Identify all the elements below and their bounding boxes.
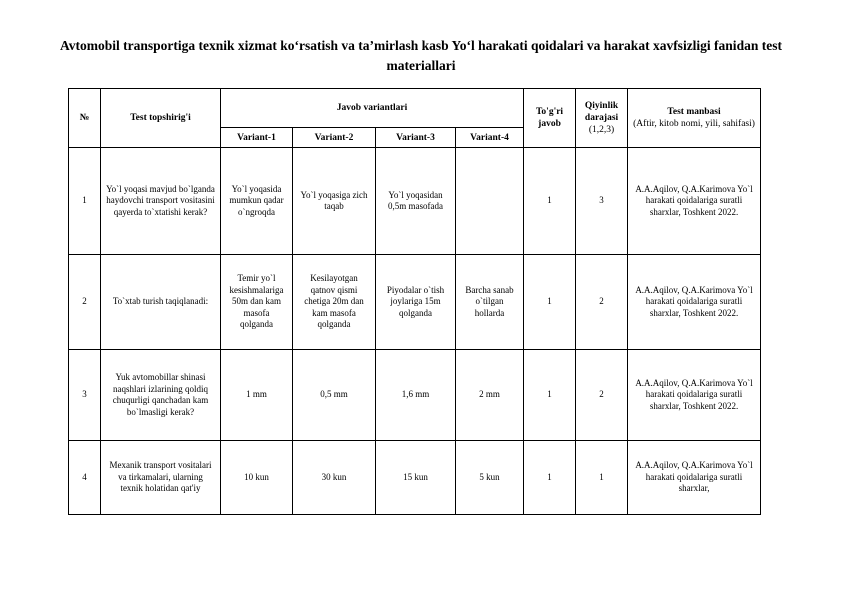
header-row-top: [69, 89, 761, 128]
variant3-cell: 15 kun: [376, 441, 456, 515]
difficulty-cell: 1: [576, 441, 628, 515]
header-variant-2: Variant-2: [293, 128, 376, 148]
row-number-cell: 1: [69, 148, 101, 255]
header-difficulty-label: Qiyinlik darajasi: [584, 101, 619, 123]
header-difficulty-sub: (1,2,3): [588, 125, 615, 135]
table-row: [69, 350, 761, 441]
header-source-label: Test manbasi: [667, 107, 721, 117]
variant1-cell: Yo`l yoqasida mumkun qadar o`ngroqda: [221, 148, 293, 255]
header-variant-1: Variant-1: [221, 128, 293, 148]
header-correct-answer: To'g'ri javob: [524, 89, 576, 148]
variant2-cell: Yo`l yoqasiga zich taqab: [293, 148, 376, 255]
task-cell: To`xtab turish taqiqlanadi:: [101, 255, 221, 350]
table-row: [69, 148, 761, 255]
header-number: №: [69, 89, 101, 148]
variant1-cell: 1 mm: [221, 350, 293, 441]
difficulty-cell: 3: [576, 148, 628, 255]
header-task: Test topshirig'i: [101, 89, 221, 148]
variant2-cell: Kesilayotgan qatnov qismi chetiga 20m dan kam masofa qolganda: [293, 255, 376, 350]
row-number-cell: 3: [69, 350, 101, 441]
variant1-cell: Temir yo`l kesishmalariga 50m dan kam masofa qolganda: [221, 255, 293, 350]
variant2-cell: 0,5 mm: [293, 350, 376, 441]
task-cell: Yuk avtomobillar shinasi naqshlari izlarining qoldiq chuqurligi qanchadan kam bo`lmasligi kerak?: [101, 350, 221, 441]
correct-answer-cell: 1: [524, 441, 576, 515]
variant3-cell: Yo`l yoqasidan 0,5m masofada: [376, 148, 456, 255]
table-row: [69, 441, 761, 515]
variant4-cell: 5 kun: [456, 441, 524, 515]
correct-answer-cell: 1: [524, 148, 576, 255]
variant4-cell: [456, 148, 524, 255]
variant4-cell: Barcha sanab o`tilgan hollarda: [456, 255, 524, 350]
correct-answer-cell: 1: [524, 350, 576, 441]
variant2-cell: 30 kun: [293, 441, 376, 515]
document-title: Avtomobil transportiga texnik xizmat ko‘rsatish va ta’mirlash kasb Yo‘l harakati qoidalari va harakat xavfsizligi fanidan test materiallari: [60, 38, 782, 73]
header-difficulty: [576, 89, 628, 148]
source-cell: A.A.Aqilov, Q.A.Karimova Yo`l harakati qoidalariga suratli sharxlar,: [628, 441, 761, 515]
variant1-cell: 10 kun: [221, 441, 293, 515]
header-answer-variants: Javob variantlari: [221, 89, 524, 128]
table-row: [69, 255, 761, 350]
test-materials-table: [68, 88, 761, 515]
variant4-cell: 2 mm: [456, 350, 524, 441]
row-number-cell: 4: [69, 441, 101, 515]
header-variant-3: Variant-3: [376, 128, 456, 148]
header-variant-4: Variant-4: [456, 128, 524, 148]
header-source-sub: (Aftir, kitob nomi, yili, sahifasi): [633, 119, 755, 129]
source-cell: A.A.Aqilov, Q.A.Karimova Yo`l harakati qoidalariga suratli sharxlar, Toshkent 2022.: [628, 350, 761, 441]
header-source: [628, 89, 761, 148]
row-number-cell: 2: [69, 255, 101, 350]
difficulty-cell: 2: [576, 255, 628, 350]
task-cell: Yo`l yoqasi mavjud bo`lganda haydovchi transport vositasini qayerda to`xtatishi kerak?: [101, 148, 221, 255]
correct-answer-cell: 1: [524, 255, 576, 350]
source-cell: A.A.Aqilov, Q.A.Karimova Yo`l harakati qoidalariga suratli sharxlar, Toshkent 2022.: [628, 255, 761, 350]
difficulty-cell: 2: [576, 350, 628, 441]
source-cell: A.A.Aqilov, Q.A.Karimova Yo`l harakati qoidalariga suratli sharxlar, Toshkent 2022.: [628, 148, 761, 255]
variant3-cell: Piyodalar o`tish joylariga 15m qolganda: [376, 255, 456, 350]
variant3-cell: 1,6 mm: [376, 350, 456, 441]
task-cell: Mexanik transport vositalari va tirkamalari, ularning texnik holatidan qat'iy: [101, 441, 221, 515]
